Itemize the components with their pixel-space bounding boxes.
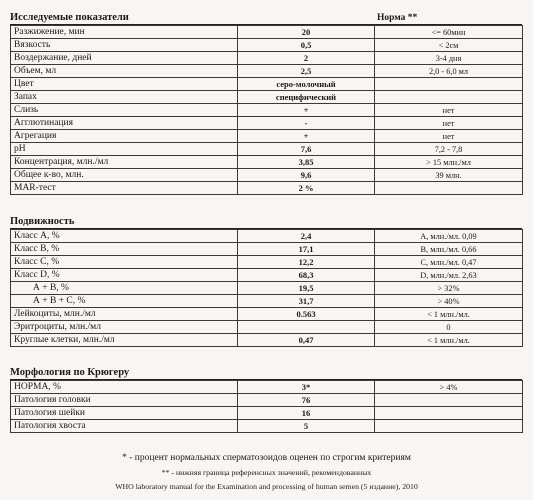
row-norm: нет [375,104,523,117]
row-value: 20 [238,26,375,39]
row-label: Эритроциты, млн./мл [11,321,238,334]
row-norm: 2,0 - 6,0 мл [375,65,523,78]
row-label: Общее к-во, млн. [11,169,238,182]
row-label: Класс В, % [11,243,238,256]
row-label: Класс А, % [11,230,238,243]
row-label: Класс D, % [11,269,238,282]
row-norm: А, млн./мл. 0,09 [375,230,523,243]
table-row [11,269,523,282]
row-value: 2 [238,52,375,65]
row-value: 19,5 [238,282,375,295]
row-value: 5 [238,420,375,433]
table-row [11,256,523,269]
row-value [238,321,375,334]
row-norm: < 2см [375,39,523,52]
row-label: Вязкость [11,39,238,52]
table-row [11,117,523,130]
table-row [11,381,523,394]
table-row [11,104,523,117]
row-value: 76 [238,394,375,407]
row-value: 31,7 [238,295,375,308]
row-label: Круглые клетки, млн./мл [11,334,238,347]
table-row [11,91,523,104]
row-value: 0,47 [238,334,375,347]
row-value: серо-молочный [238,78,375,91]
row-value: - [238,117,375,130]
row-value: 0,5 [238,39,375,52]
section-motility-header [10,216,522,229]
table-row [11,182,523,195]
row-value: 12,2 [238,256,375,269]
table-row [11,156,523,169]
table-row [11,407,523,420]
row-label: MAR-тест [11,182,238,195]
row-value: 0.563 [238,308,375,321]
row-norm [375,78,523,91]
row-label: Запах [11,91,238,104]
row-label: Лейкоциты, млн./мл [11,308,238,321]
table-row [11,321,523,334]
row-norm: 3-4 дня [375,52,523,65]
row-value: 3,85 [238,156,375,169]
morphology-table [10,380,523,433]
row-label: Концентрация, млн./мл [11,156,238,169]
row-norm: < 1 млн./мл. [375,308,523,321]
row-norm: > 4% [375,381,523,394]
row-value: 16 [238,407,375,420]
section-motility-title: Подвижность [10,216,75,227]
table-row [11,39,523,52]
row-norm [375,182,523,195]
table-row [11,169,523,182]
row-norm: 0 [375,321,523,334]
row-label: Патология хвоста [11,420,238,433]
row-value: 68,3 [238,269,375,282]
footnote-star: * - процент нормальных сперматозоидов оценен по строгим критериям [122,453,411,463]
row-label: А + В, % [11,282,238,295]
row-label: Объем, мл [11,65,238,78]
row-norm: <= 60мин [375,26,523,39]
row-label: А + В + С, % [11,295,238,308]
table-row [11,230,523,243]
row-norm: В, млн./мл. 0,66 [375,243,523,256]
row-norm [375,91,523,104]
row-norm [375,407,523,420]
row-norm: D, млн./мл. 2,63 [375,269,523,282]
table-row [11,78,523,91]
table-row [11,52,523,65]
motility-table [10,229,523,347]
indicators-table [10,25,523,195]
footnote-double-star: ** - нижняя граница референсных значений, рекомендованных [161,468,372,477]
table-row [11,130,523,143]
row-value: 2,4 [238,230,375,243]
row-label: Класс С, % [11,256,238,269]
section-indicators-header [10,12,522,25]
table-row [11,295,523,308]
row-value: + [238,130,375,143]
row-label: Цвет [11,78,238,91]
row-norm: < 1 млн./мл. [375,334,523,347]
table-row [11,308,523,321]
row-label: Воздержание, дней [11,52,238,65]
section-morphology-header [10,367,522,380]
row-norm: > 32% [375,282,523,295]
row-value: 2 % [238,182,375,195]
row-norm: нет [375,130,523,143]
footnote-who-reference: WHO laboratory manual for the Examination and processing of human semen (5 издание), 2010 [115,482,418,491]
norm-column-header: Норма ** [377,13,418,23]
table-row [11,143,523,156]
table-row [11,65,523,78]
row-label: Патология головки [11,394,238,407]
row-norm [375,420,523,433]
row-norm: > 15 млн./мл [375,156,523,169]
row-norm [375,394,523,407]
row-value: 7,6 [238,143,375,156]
table-row [11,394,523,407]
row-norm: 39 млн. [375,169,523,182]
table-row [11,26,523,39]
table-row [11,282,523,295]
row-label: Разжижение, мин [11,26,238,39]
table-row [11,243,523,256]
row-value: 3* [238,381,375,394]
row-label: Патология шейки [11,407,238,420]
row-label: Агглютинация [11,117,238,130]
row-norm: нет [375,117,523,130]
row-value: 9,6 [238,169,375,182]
row-norm: С, млн./мл. 0,47 [375,256,523,269]
row-value: специфический [238,91,375,104]
row-norm: > 40% [375,295,523,308]
row-label: НОРМА, % [11,381,238,394]
row-value: + [238,104,375,117]
table-row [11,334,523,347]
row-value: 2,5 [238,65,375,78]
row-norm: 7,2 - 7,8 [375,143,523,156]
row-label: pH [11,143,238,156]
row-value: 17,1 [238,243,375,256]
section-indicators-title: Исследуемые показатели [10,12,129,23]
section-morphology-title: Морфология по Крюгеру [10,367,130,378]
table-row [11,420,523,433]
row-label: Слизь [11,104,238,117]
row-label: Агрегация [11,130,238,143]
